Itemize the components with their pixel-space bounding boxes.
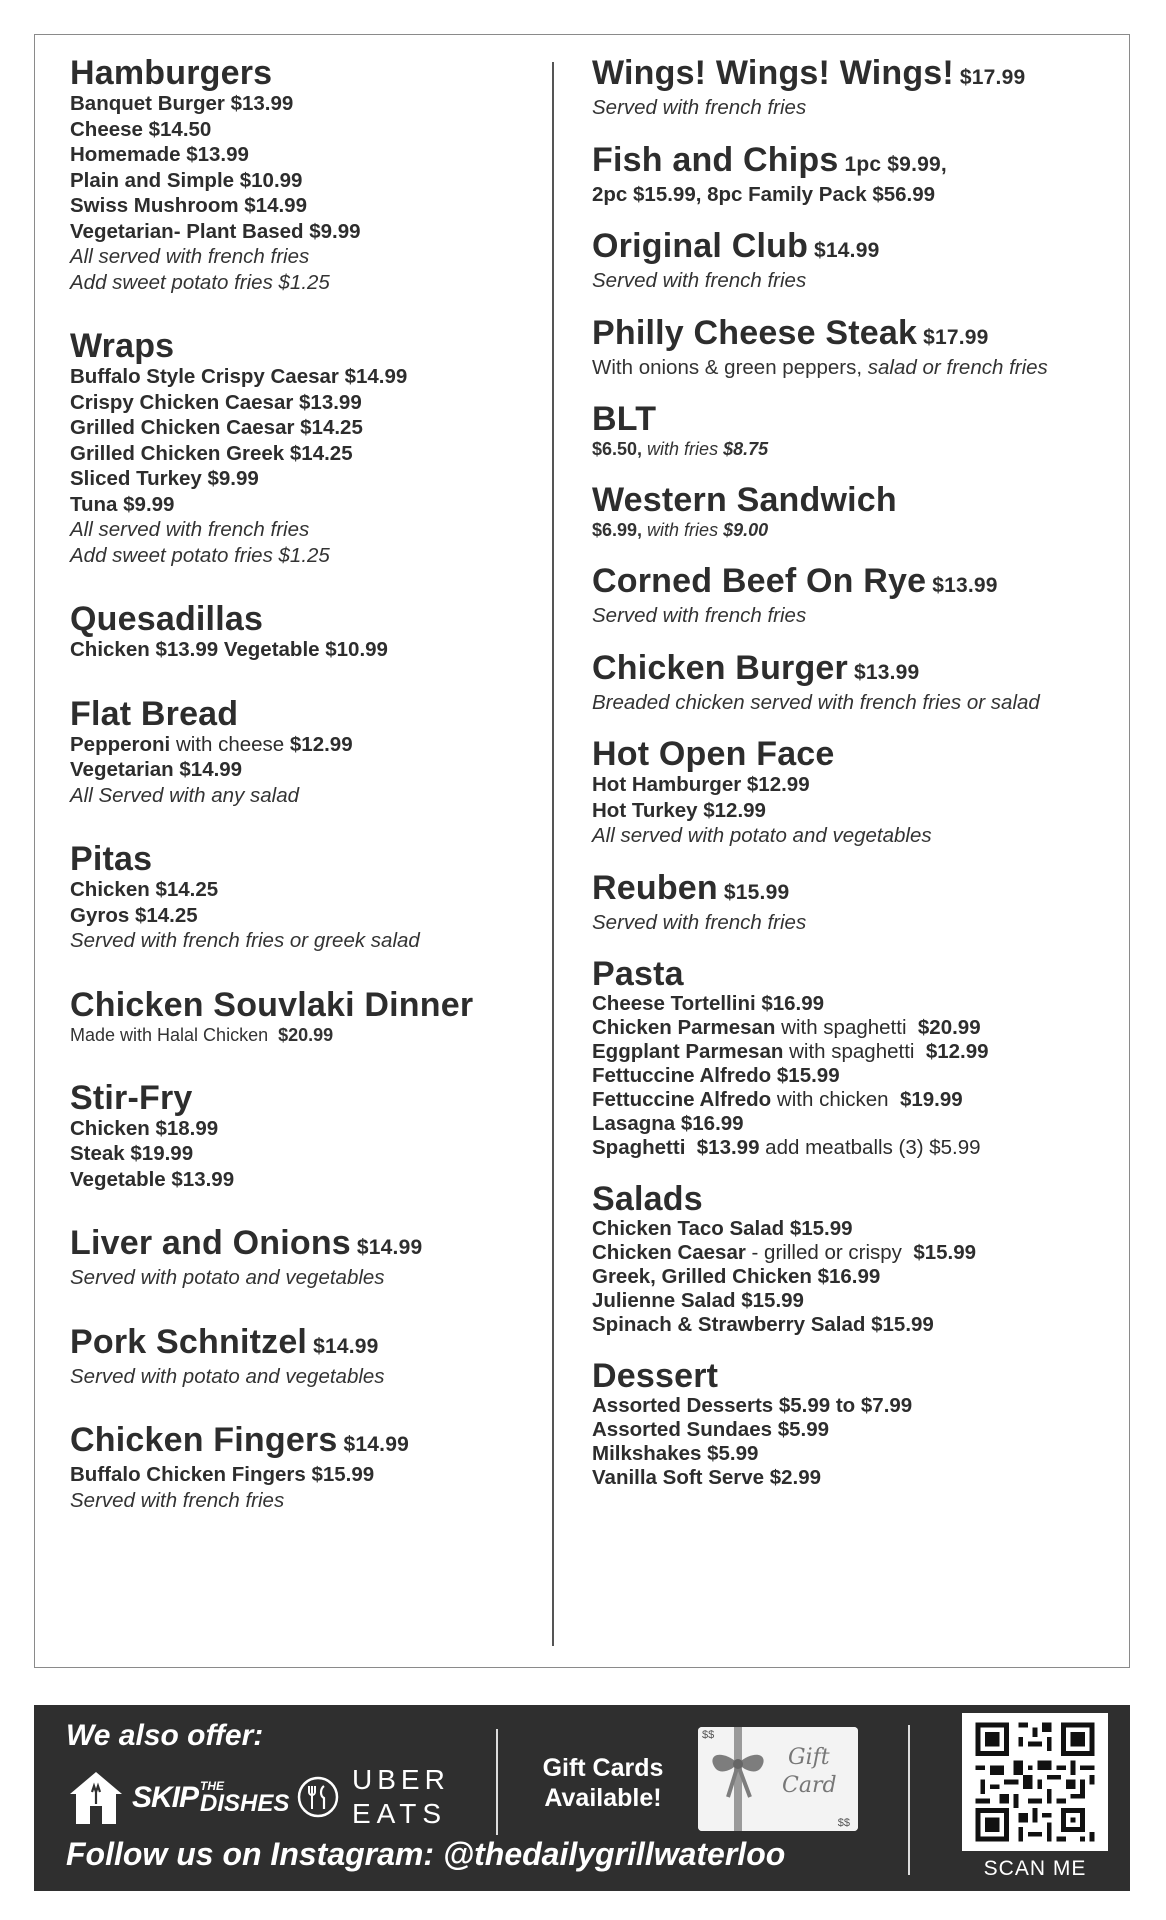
title-text: Reuben [592, 868, 718, 907]
section-title: BLT [592, 400, 657, 438]
section-pitas [70, 842, 540, 954]
menu-item: Plain and Simple $10.99 [70, 168, 303, 192]
section-note: Breaded chicken served with french fries or salad [592, 690, 1040, 714]
uber-wordmark [352, 1763, 450, 1831]
section-note: Served with french fries or greek salad [70, 929, 420, 952]
menu-item [592, 1241, 1112, 1265]
title-text: Fish and Chips [592, 140, 839, 179]
menu-item [70, 732, 540, 758]
menu-item: Fettuccine Alfredo $15.99 [592, 1064, 840, 1087]
item-desc: with chicken [771, 1088, 900, 1111]
section-note: Add sweet potato fries $1.25 [70, 543, 330, 567]
menu-item: Tuna $9.99 [70, 492, 175, 516]
title-text: Original Club [592, 227, 809, 265]
menu-item: Chicken $13.99 Vegetable $10.99 [70, 638, 388, 661]
skip-wordmark: SKIP [132, 1781, 199, 1814]
section-note: Served with french fries [592, 96, 807, 119]
header-price: $14.99 [814, 239, 880, 262]
menu-item: Sliced Turkey $9.99 [70, 467, 259, 490]
skip-house-icon [66, 1768, 126, 1828]
fork-knife-icon [296, 1775, 340, 1819]
menu-item: Crispy Chicken Caesar $13.99 [70, 390, 362, 414]
menu-item: Hot Hamburger $12.99 [592, 773, 810, 796]
menu-item: Homemade $13.99 [70, 143, 249, 166]
item-desc: - grilled or crispy [745, 1241, 914, 1264]
item-name: Eggplant Parmesan [592, 1040, 784, 1063]
item-desc: Made with Halal Chicken [70, 1024, 279, 1045]
section-chicken-fingers [70, 1423, 540, 1513]
section-blt [592, 402, 1112, 461]
qr-code-icon [962, 1713, 1108, 1851]
eats-text: EATS [352, 1798, 448, 1829]
item-price: $9.00 [723, 520, 769, 540]
menu-item: Julienne Salad $15.99 [592, 1289, 804, 1312]
section-title: Chicken Souvlaki Dinner [70, 985, 474, 1024]
section-original-club [592, 229, 1112, 294]
menu-item: Steak $19.99 [70, 1142, 194, 1165]
section-title: Dessert [592, 1357, 719, 1395]
section-note: Served with french fries [592, 604, 807, 627]
card-symbol-top: $$ [702, 1729, 715, 1741]
menu-item: Buffalo Chicken Fingers $15.99 [70, 1463, 375, 1486]
section-quesadillas [70, 602, 540, 663]
section-note: Add sweet potato fries $1.25 [70, 270, 330, 294]
section-title: Western Sandwich [592, 481, 897, 519]
menu-item: Milkshakes $5.99 [592, 1442, 759, 1465]
menu-item [592, 1040, 1112, 1064]
skip-the-text: THE [200, 1779, 225, 1793]
section-chicken-burger [592, 648, 1112, 716]
section-philly [592, 313, 1112, 381]
item-name: Chicken Parmesan [592, 1016, 776, 1039]
section-note: Served with french fries [70, 1488, 285, 1512]
menu-item [592, 518, 1112, 542]
menu-item: 2pc $15.99, 8pc Family Pack $56.99 [592, 182, 936, 206]
card-script-2: Card [782, 1773, 837, 1798]
header-price: $14.99 [343, 1433, 409, 1456]
menu-item: Grilled Chicken Caesar $14.25 [70, 416, 363, 439]
menu-item [592, 437, 1112, 461]
section-title [592, 313, 1112, 355]
section-title [70, 1423, 540, 1462]
menu-item: Swiss Mushroom $14.99 [70, 194, 307, 217]
footer-banner [34, 1705, 1130, 1891]
menu-item [70, 1023, 540, 1047]
menu-item: Assorted Desserts $5.99 to $7.99 [592, 1394, 913, 1417]
section-fish-chips [592, 140, 1112, 208]
menu-item: Assorted Sundaes $5.99 [592, 1418, 829, 1441]
gift-card-image [698, 1727, 858, 1831]
section-note: All served with french fries [70, 518, 310, 541]
menu-item: Chicken Taco Salad $15.99 [592, 1217, 853, 1240]
section-note: All served with french fries [70, 245, 310, 268]
title-text: Liver and Onions [70, 1224, 351, 1262]
menu-item: Cheese Tortellini $16.99 [592, 992, 825, 1015]
skip-the-dishes-logo[interactable] [66, 1765, 289, 1831]
section-flat-bread [70, 694, 540, 809]
section-title: Flat Bread [70, 694, 239, 733]
menu-item: Vegetarian- Plant Based $9.99 [70, 219, 361, 243]
section-stir-fry [70, 1078, 540, 1193]
menu-item: Cheese $14.50 [70, 117, 212, 141]
section-title [592, 564, 1112, 603]
note-italic: salad or french fries [867, 355, 1048, 379]
menu-item: Grilled Chicken Greek $14.25 [70, 441, 353, 465]
card-script-1: Gift [788, 1745, 830, 1770]
menu-item: Chicken $14.25 [70, 878, 219, 901]
section-note [592, 355, 1112, 381]
uber-eats-logo[interactable] [296, 1763, 450, 1831]
menu-item: Lasagna $16.99 [592, 1112, 744, 1135]
column-divider [552, 62, 554, 1646]
title-text: Wings! Wings! Wings! [592, 54, 954, 92]
skip-dishes-text: DISHES [200, 1790, 290, 1817]
menu-item: Vegetable $13.99 [70, 1167, 235, 1191]
section-title: Stir-Fry [70, 1078, 193, 1117]
section-note: Served with potato and vegetables [70, 1364, 385, 1388]
section-title [592, 140, 1112, 182]
we-also-offer-label: We also offer: [66, 1719, 264, 1752]
section-title [592, 56, 1112, 95]
header-price: $14.99 [356, 1236, 423, 1259]
header-price: $13.99 [932, 574, 998, 597]
section-pork-schnitzel [70, 1322, 540, 1390]
menu-item: Greek, Grilled Chicken $16.99 [592, 1265, 881, 1288]
qr-code[interactable] [962, 1713, 1108, 1851]
item-price: $6.50, [592, 439, 643, 459]
section-title: Hot Open Face [592, 735, 835, 773]
section-title: Salads [592, 1180, 703, 1218]
section-hamburgers [70, 56, 540, 295]
header-price: $15.99 [723, 880, 790, 904]
uber-text: UBER [352, 1764, 450, 1795]
section-western [592, 483, 1112, 542]
section-title [592, 229, 1112, 268]
title-text: Chicken Burger [592, 648, 848, 687]
item-price: $6.99, [592, 520, 643, 540]
right-column [592, 56, 1112, 1490]
menu-item: Hot Turkey $12.99 [592, 798, 766, 822]
title-text: Corned Beef On Rye [592, 562, 927, 600]
menu-item [592, 1088, 1112, 1112]
item-name: Pepperoni [70, 732, 171, 756]
menu-item: Vanilla Soft Serve $2.99 [592, 1466, 822, 1489]
menu-item: Gyros $14.25 [70, 903, 198, 927]
section-note: Served with potato and vegetables [70, 1266, 385, 1289]
gift-line-1: Gift Cards [542, 1754, 664, 1782]
section-dessert [592, 1359, 1112, 1490]
menu-item: Chicken $18.99 [70, 1116, 219, 1140]
footer-divider [908, 1725, 910, 1875]
section-souvlaki [70, 985, 540, 1047]
section-title [592, 868, 1112, 910]
item-name: Fettuccine Alfredo [592, 1088, 772, 1111]
item-desc: with fries [642, 439, 724, 459]
menu-item: Buffalo Style Crispy Caesar $14.99 [70, 365, 408, 388]
section-pasta [592, 957, 1112, 1160]
item-price: $8.75 [723, 439, 769, 459]
item-name: Chicken Caesar [592, 1241, 746, 1264]
section-title: Pasta [592, 955, 684, 993]
header-price: $13.99 [853, 660, 920, 684]
section-note: All served with potato and vegetables [592, 824, 932, 847]
item-desc: add meatballs (3) $5.99 [759, 1136, 981, 1159]
section-note: All Served with any salad [70, 783, 300, 807]
section-title [592, 648, 1112, 690]
item-price: $12.99 [925, 1040, 989, 1063]
footer-divider [496, 1729, 498, 1835]
section-title: Quesadillas [70, 600, 264, 638]
item-price: $20.99 [917, 1016, 981, 1039]
section-note: Served with french fries [592, 910, 807, 934]
item-name: Spaghetti $13.99 [592, 1136, 760, 1159]
header-price: $17.99 [959, 66, 1026, 89]
item-desc: with spaghetti [775, 1016, 918, 1039]
menu-item: Banquet Burger $13.99 [70, 92, 294, 115]
menu-item [592, 1136, 1112, 1160]
section-wings [592, 56, 1112, 121]
header-price: $14.99 [313, 1334, 379, 1358]
gift-cards-label [534, 1753, 672, 1813]
item-price: $20.99 [278, 1024, 334, 1045]
item-desc: with spaghetti [783, 1040, 926, 1063]
left-column [70, 56, 540, 1513]
section-salads [592, 1182, 1112, 1337]
menu-item: Vegetarian $14.99 [70, 758, 243, 781]
card-symbol-bottom: $$ [837, 1817, 850, 1829]
title-text: Chicken Fingers [70, 1421, 338, 1459]
menu-item: Spinach & Strawberry Salad $15.99 [592, 1313, 934, 1336]
item-desc: with fries [642, 520, 724, 540]
section-liver-onions [70, 1226, 540, 1291]
item-price: $15.99 [913, 1241, 977, 1264]
instagram-handle[interactable]: Follow us on Instagram: @thedailygrillwaterloo [66, 1836, 786, 1872]
section-title [70, 1322, 540, 1364]
section-title: Hamburgers [70, 54, 273, 92]
title-text: Pork Schnitzel [70, 1322, 308, 1361]
section-title: Pitas [70, 840, 153, 878]
section-reuben [592, 868, 1112, 936]
section-note: Served with french fries [592, 269, 807, 292]
title-text: Philly Cheese Steak [592, 313, 918, 352]
section-title [70, 1226, 540, 1265]
item-desc: with cheese [170, 732, 290, 756]
item-price: $19.99 [899, 1088, 963, 1111]
menu-item [592, 1016, 1112, 1040]
gift-line-2: Available! [544, 1784, 662, 1812]
note-text: With onions & green peppers, [592, 355, 868, 379]
section-hot-open-face [592, 737, 1112, 849]
section-corned-beef [592, 564, 1112, 629]
header-price: 1pc $9.99, [844, 152, 947, 176]
item-price: $12.99 [289, 732, 353, 756]
section-wraps [70, 329, 540, 568]
skip-suffix [200, 1780, 289, 1816]
header-price: $17.99 [923, 325, 989, 349]
scan-me-label: SCAN ME [983, 1857, 1087, 1880]
section-title: Wraps [70, 327, 175, 365]
